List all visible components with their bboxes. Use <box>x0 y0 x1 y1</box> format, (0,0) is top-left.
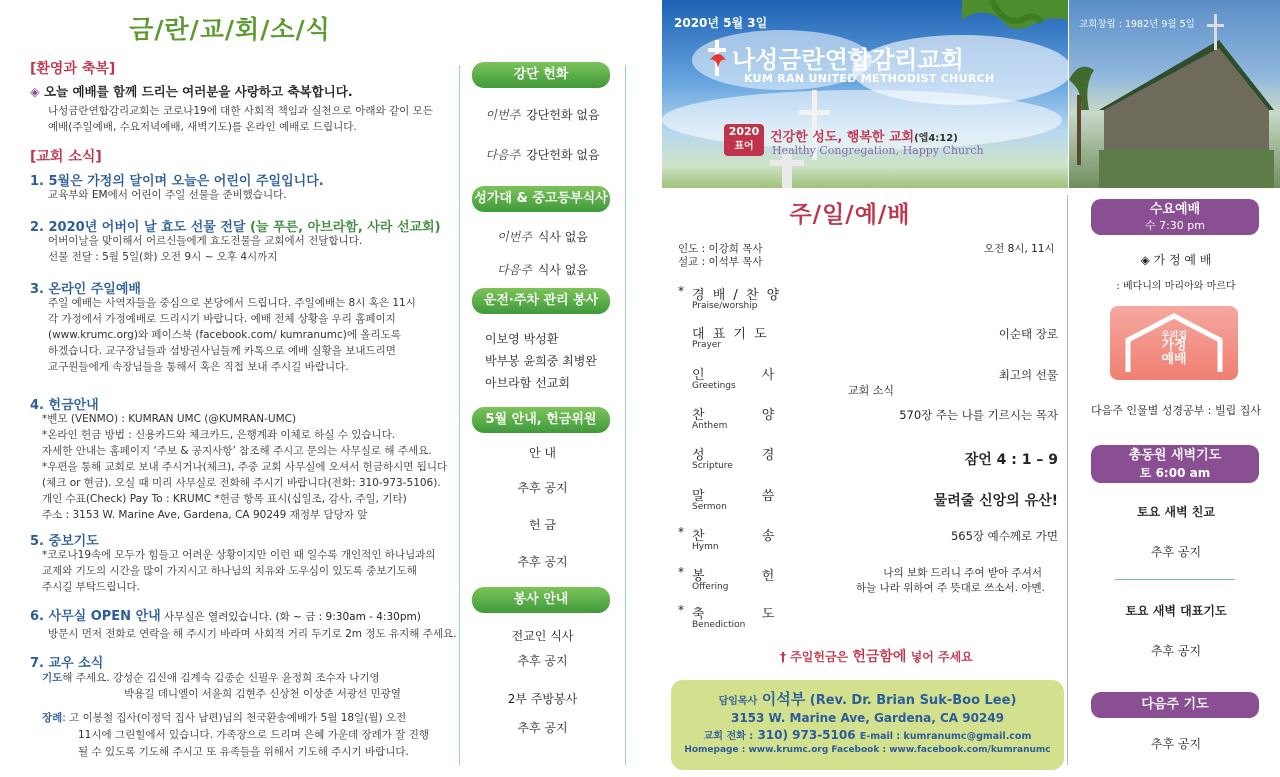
church-name-en: KUM RAN UNITED METHODIST CHURCH <box>744 72 995 85</box>
bulletin-date: 2020년 5월 3일 <box>674 16 768 30</box>
worship-item-7-kr: 봉 헌 <box>692 569 777 584</box>
phone-email-line: 교회 전화 : 310) 973-5106 E-mail : kumranumc@gmail.com <box>703 728 1032 742</box>
news-item-3-body-3: (www.krumc.org)와 페이스북 (facebook.com/ kumranumc)에 올리도록 <box>48 329 401 341</box>
worship-item-6-kr: 찬 송 <box>692 529 777 544</box>
news-item-2-body-1: 어버이날을 맞이해서 어르신들에게 효도전물을 교회에서 전달합니다. <box>48 235 363 247</box>
news-item-4-body-1: *벤모 (VENMO) : KUMRAN UMC (@KUMRAN-UMC) <box>42 413 297 425</box>
worship-item-3-kr: 찬 양 <box>692 408 777 423</box>
worship-item-8-kr: 축 도 <box>692 607 777 622</box>
choir-meal-next-week: 다음주 식사 없음 <box>497 263 588 277</box>
logo-small-text: 우리집 <box>1160 331 1188 341</box>
altar-flowers-header: 강단 헌화 <box>472 62 610 88</box>
footer-contact <box>671 680 1064 770</box>
wednesday-time: 수 7:30 pm <box>1144 219 1206 232</box>
choir-meal-header: 성가대 & 중고등부식사 <box>472 186 610 212</box>
logo-big-text: 가정 예배 <box>1161 338 1187 367</box>
next-week-bible-study: 다음주 인물별 성경공부 : 빌립 집사 <box>1091 404 1261 417</box>
greetings-extra: 교회 소식 <box>848 384 895 397</box>
worship-item-6-en: Hymn <box>692 542 719 552</box>
funeral-line-2: 11시에 그린힐에서 있습니다. 가족장으로 드리며 은혜 가운데 장례가 잘 진행 <box>78 729 430 741</box>
parking-volunteers-3: 아브라함 선교회 <box>485 376 570 390</box>
worship-star: * <box>678 565 684 579</box>
news-item-6-body: 방문시 먼저 전화로 연락을 해 주시기 바라며 사회적 거리 두기로 2m 정도 유지해 주세요. <box>48 628 457 640</box>
news-item-3-body-2: 각 가정에서 가정예배로 드리시기 바랍니다. 예배 전체 상황을 우리 홈페이지 <box>48 313 396 325</box>
welcome-body-2: 예배(주일예배, 수요저녁예배, 새벽기도)를 온라인 예배로 드립니다. <box>48 121 357 133</box>
worship-time: 오전 8시, 11시 <box>984 243 1055 255</box>
news-item-3-body-1: 주일 예배는 사역자들을 중심으로 본당에서 드립니다. 주일예배는 8시 혹은 11시 <box>48 297 416 309</box>
ushers-header: 5월 안내, 헌금위원 <box>472 407 610 433</box>
offering-line-2: 하늘 나라 위하여 주 뜻대로 쓰소서. 아멘. <box>856 582 1045 594</box>
welcome-heading: [환영과 축복] <box>30 61 116 77</box>
choir-meal-this-week: 이번주 식사 없음 <box>497 230 588 244</box>
pastor-line: 담임목사 이석부 (Rev. Dr. Brian Suk-Boo Lee) <box>718 690 1017 708</box>
offering-note: † 주일헌금은 헌금함에 넣어 주세요 <box>780 649 973 665</box>
worship-item-2-value: 최고의 선물 <box>998 368 1058 382</box>
motto-en: Healthy Congregation, Happy Church <box>772 144 984 157</box>
news-item-5-body-3: 주시길 부탁드립니다. <box>42 581 140 593</box>
news-item-5-body-1: *코로나19속에 모두가 힘들고 어려운 상황이지만 이런 때 일수록 개인적인 하나님과의 <box>42 549 436 561</box>
news-item-4-title: 4. 헌금안내 <box>30 398 99 413</box>
right-column-divider <box>1067 195 1068 765</box>
worship-item-0-kr: 경 배 / 찬 양 <box>692 288 782 303</box>
dawn-prayer-time: 토 6:00 am <box>1139 466 1211 480</box>
church-name-kr: 나성금란연합감리교회 <box>732 46 964 74</box>
saturday-prayer-leader: 토요 새벽 대표기도 <box>1125 604 1227 618</box>
church-address: 3153 W. Marine Ave, Gardena, CA 90249 <box>730 711 1005 725</box>
worship-item-1-kr: 대 표 기 도 <box>692 327 769 342</box>
ushers-label: 안 내 <box>529 446 556 460</box>
worship-item-2-en: Greetings <box>692 381 736 391</box>
kitchen-label: 2부 주방봉사 <box>507 692 578 706</box>
worship-leader: 인도 : 이강희 목사 <box>678 243 763 255</box>
worship-item-2-kr: 인 사 <box>692 368 777 383</box>
news-item-6-title: 6. 사무실 OPEN 안내 사무실은 열려있습니다. (화 ~ 금 : 9:30am - 4:30pm) <box>30 609 421 624</box>
church-news-heading: [교회 소식] <box>30 149 102 165</box>
church-photo <box>1069 0 1280 188</box>
parking-volunteers-2: 박부봉 윤희중 최병완 <box>485 354 597 368</box>
worship-item-1-en: Prayer <box>692 340 722 350</box>
family-worship-logo <box>1110 306 1238 380</box>
next-week-prayer-tbd: 추후 공지 <box>1150 737 1202 751</box>
motto-year: 2020 <box>728 125 760 138</box>
news-item-5-body-2: 교제와 기도의 시간을 많이 가지시고 하나님의 치유와 도우심이 있도록 중보기도해 <box>42 565 417 577</box>
worship-item-8-en: Benediction <box>692 620 746 630</box>
dawn-prayer-title: 총동원 새벽기도 <box>1128 448 1222 463</box>
founded-date: 교회창립 : 1982년 9월 5일 <box>1079 19 1195 30</box>
wednesday-title: 수요예배 <box>1149 202 1201 217</box>
prayer-request-line-2: 박용길 데니엘이 서윤희 김현주 신상천 이상준 서광선 민광열 <box>124 688 401 700</box>
worship-item-6-value: 565장 예수께로 가면 <box>950 529 1058 543</box>
news-item-3-body-4: 하겠습니다. 교구장님들과 섬방권사님들께 카톡으로 예배 실황을 보내드리면 <box>48 345 396 357</box>
news-item-1-title: 1. 5월은 가정의 달이며 오늘은 어린이 주일입니다. <box>30 174 324 189</box>
family-worship-title: ◈ 가 정 예 배 <box>1140 253 1212 267</box>
ushers-tbd: 추후 공지 <box>517 481 568 495</box>
worship-item-4-en: Scripture <box>692 461 733 471</box>
parking-header: 운전·주차 관리 봉사 <box>472 288 610 314</box>
worship-star: * <box>678 525 684 539</box>
news-item-4-body-3: 자세한 안내는 홈페이지 ‘주보 & 공지사항’ 참조해 주시고 문의는 사무실로 해 주세요. <box>42 445 432 457</box>
service-meal-tbd: 추후 공지 <box>517 654 568 668</box>
motto-kr: 건강한 성도, 행복한 교회(엡4:12) <box>770 130 958 145</box>
next-week-prayer-badge: 다음주 기도 <box>1091 692 1259 718</box>
worship-item-7-en: Offering <box>692 582 729 592</box>
worship-item-4-kr: 성 경 <box>692 448 777 463</box>
altar-flowers-next-week: 다음주 강단헌화 없음 <box>485 148 600 162</box>
offering-tbd: 추후 공지 <box>517 555 568 569</box>
news-item-1-body: 교육부와 EM에서 어린이 주일 선물을 준비했습니다. <box>48 189 287 201</box>
saturday-fellowship-tbd: 추후 공지 <box>1150 545 1202 559</box>
kitchen-tbd: 추후 공지 <box>517 721 568 735</box>
motto-tag: 표어 <box>734 141 754 152</box>
worship-item-3-value: 570장 주는 나를 기르시는 목자 <box>899 408 1058 422</box>
wednesday-service-badge <box>1091 199 1259 235</box>
news-title: 금/란/교/회/소/식 <box>129 15 331 44</box>
funeral-line-3: 될 수 있도록 기도해 주시고 또 유족들을 위해서 기도해 주시기 바랍니다. <box>78 746 409 758</box>
family-worship-text: : 베다니의 마리아와 마르다 <box>1116 281 1236 292</box>
saturday-fellowship: 토요 새벽 친교 <box>1137 505 1215 519</box>
funeral-line-1: 장례: 고 이봉철 집사(이정덕 집사 남편)님의 천국환송예배가 5월 18일(월) 오전 <box>42 712 407 724</box>
saturday-prayer-tbd: 추후 공지 <box>1150 644 1202 658</box>
worship-item-4-value: 잠언 4 : 1 – 9 <box>964 452 1058 468</box>
methodist-cross-icon <box>706 40 728 76</box>
worship-title: 주/일/예/배 <box>789 202 911 228</box>
welcome-line: ◈ 오늘 예배를 함께 드리는 여러분을 사랑하고 축복합니다. <box>30 84 353 99</box>
worship-item-1-value: 이순태 장로 <box>998 327 1058 341</box>
column-divider-right <box>625 65 626 765</box>
altar-flowers-this-week: 이번주 강단헌화 없음 <box>485 108 600 122</box>
news-item-2-title: 2. 2020년 어버이 날 효도 선물 전달 (늘 푸른, 아브라함, 사라 선교회) <box>30 220 441 235</box>
news-item-5-title: 5. 중보기도 <box>30 534 99 549</box>
right-divider <box>1115 579 1235 580</box>
prayer-request-line-1: 기도해 주세요. 강성순 김신애 김계숙 김종순 신필우 윤정희 조수자 나기영 <box>42 672 380 684</box>
web-links[interactable]: Homepage : www.krumc.org Facebook : www.facebook.com/kumranumc <box>684 745 1051 755</box>
news-item-3-title: 3. 온라인 주일예배 <box>30 282 141 297</box>
worship-item-5-kr: 말 씀 <box>692 489 777 504</box>
worship-item-5-en: Sermon <box>692 502 727 512</box>
service-meal-label: 전교인 식사 <box>511 629 574 643</box>
service-header: 봉사 안내 <box>472 587 610 613</box>
news-item-7-title: 7. 교우 소식 <box>30 656 104 671</box>
motto-badge <box>724 124 764 156</box>
worship-item-0-en: Praise/worship <box>692 301 758 311</box>
offering-label: 헌 금 <box>529 518 556 532</box>
dawn-prayer-badge <box>1091 445 1259 483</box>
worship-star: * <box>678 284 684 298</box>
worship-item-5-value: 물려줄 신앙의 유산! <box>933 493 1058 509</box>
news-item-4-body-5: (체크 or 현금). 오실 때 미리 사무실로 전화해 주시기 바랍니다(전화: 310-973-5106). <box>42 477 441 489</box>
parking-volunteers-1: 이보영 박성환 <box>485 332 559 346</box>
worship-item-7-value: 나의 보화 드리니 주여 받아 주셔서 <box>883 567 1042 579</box>
news-item-4-body-7: 주소 : 3153 W. Marine Ave, Gardena, CA 90249 재정부 담당자 앞 <box>42 509 368 521</box>
news-item-4-body-4: *우편을 통해 교회로 보내 주시거나(체크), 주중 교회 사무실에 오셔서 헌금하시면 됩니다 <box>42 461 448 473</box>
news-item-4-body-6: 개인 수표(Check) Pay To : KRUMC *헌금 항목 표시(십일조, 감사, 주일, 기타) <box>42 493 407 505</box>
worship-item-3-en: Anthem <box>692 421 728 431</box>
worship-preacher: 설교 : 이석부 목사 <box>678 256 763 268</box>
welcome-body-1: 나성금란연합감리교회는 코로나19에 대한 사회적 책임과 실천으로 아래와 같이 모든 <box>48 105 433 117</box>
news-item-4-body-2: *온라인 헌금 방법 : 신용카드와 체크카드, 은행계좌 이체로 하실 수 있습니다. <box>42 429 396 441</box>
header-banner <box>662 0 1068 188</box>
news-item-2-body-2: 선물 전달 : 5월 5일(화) 오전 9시 ~ 오후 4시까지 <box>48 251 278 263</box>
worship-star: * <box>678 603 684 617</box>
news-item-3-body-5: 교구원들에게 속장님들을 통해서 혹은 직접 보내 주시길 바랍니다. <box>48 361 349 373</box>
